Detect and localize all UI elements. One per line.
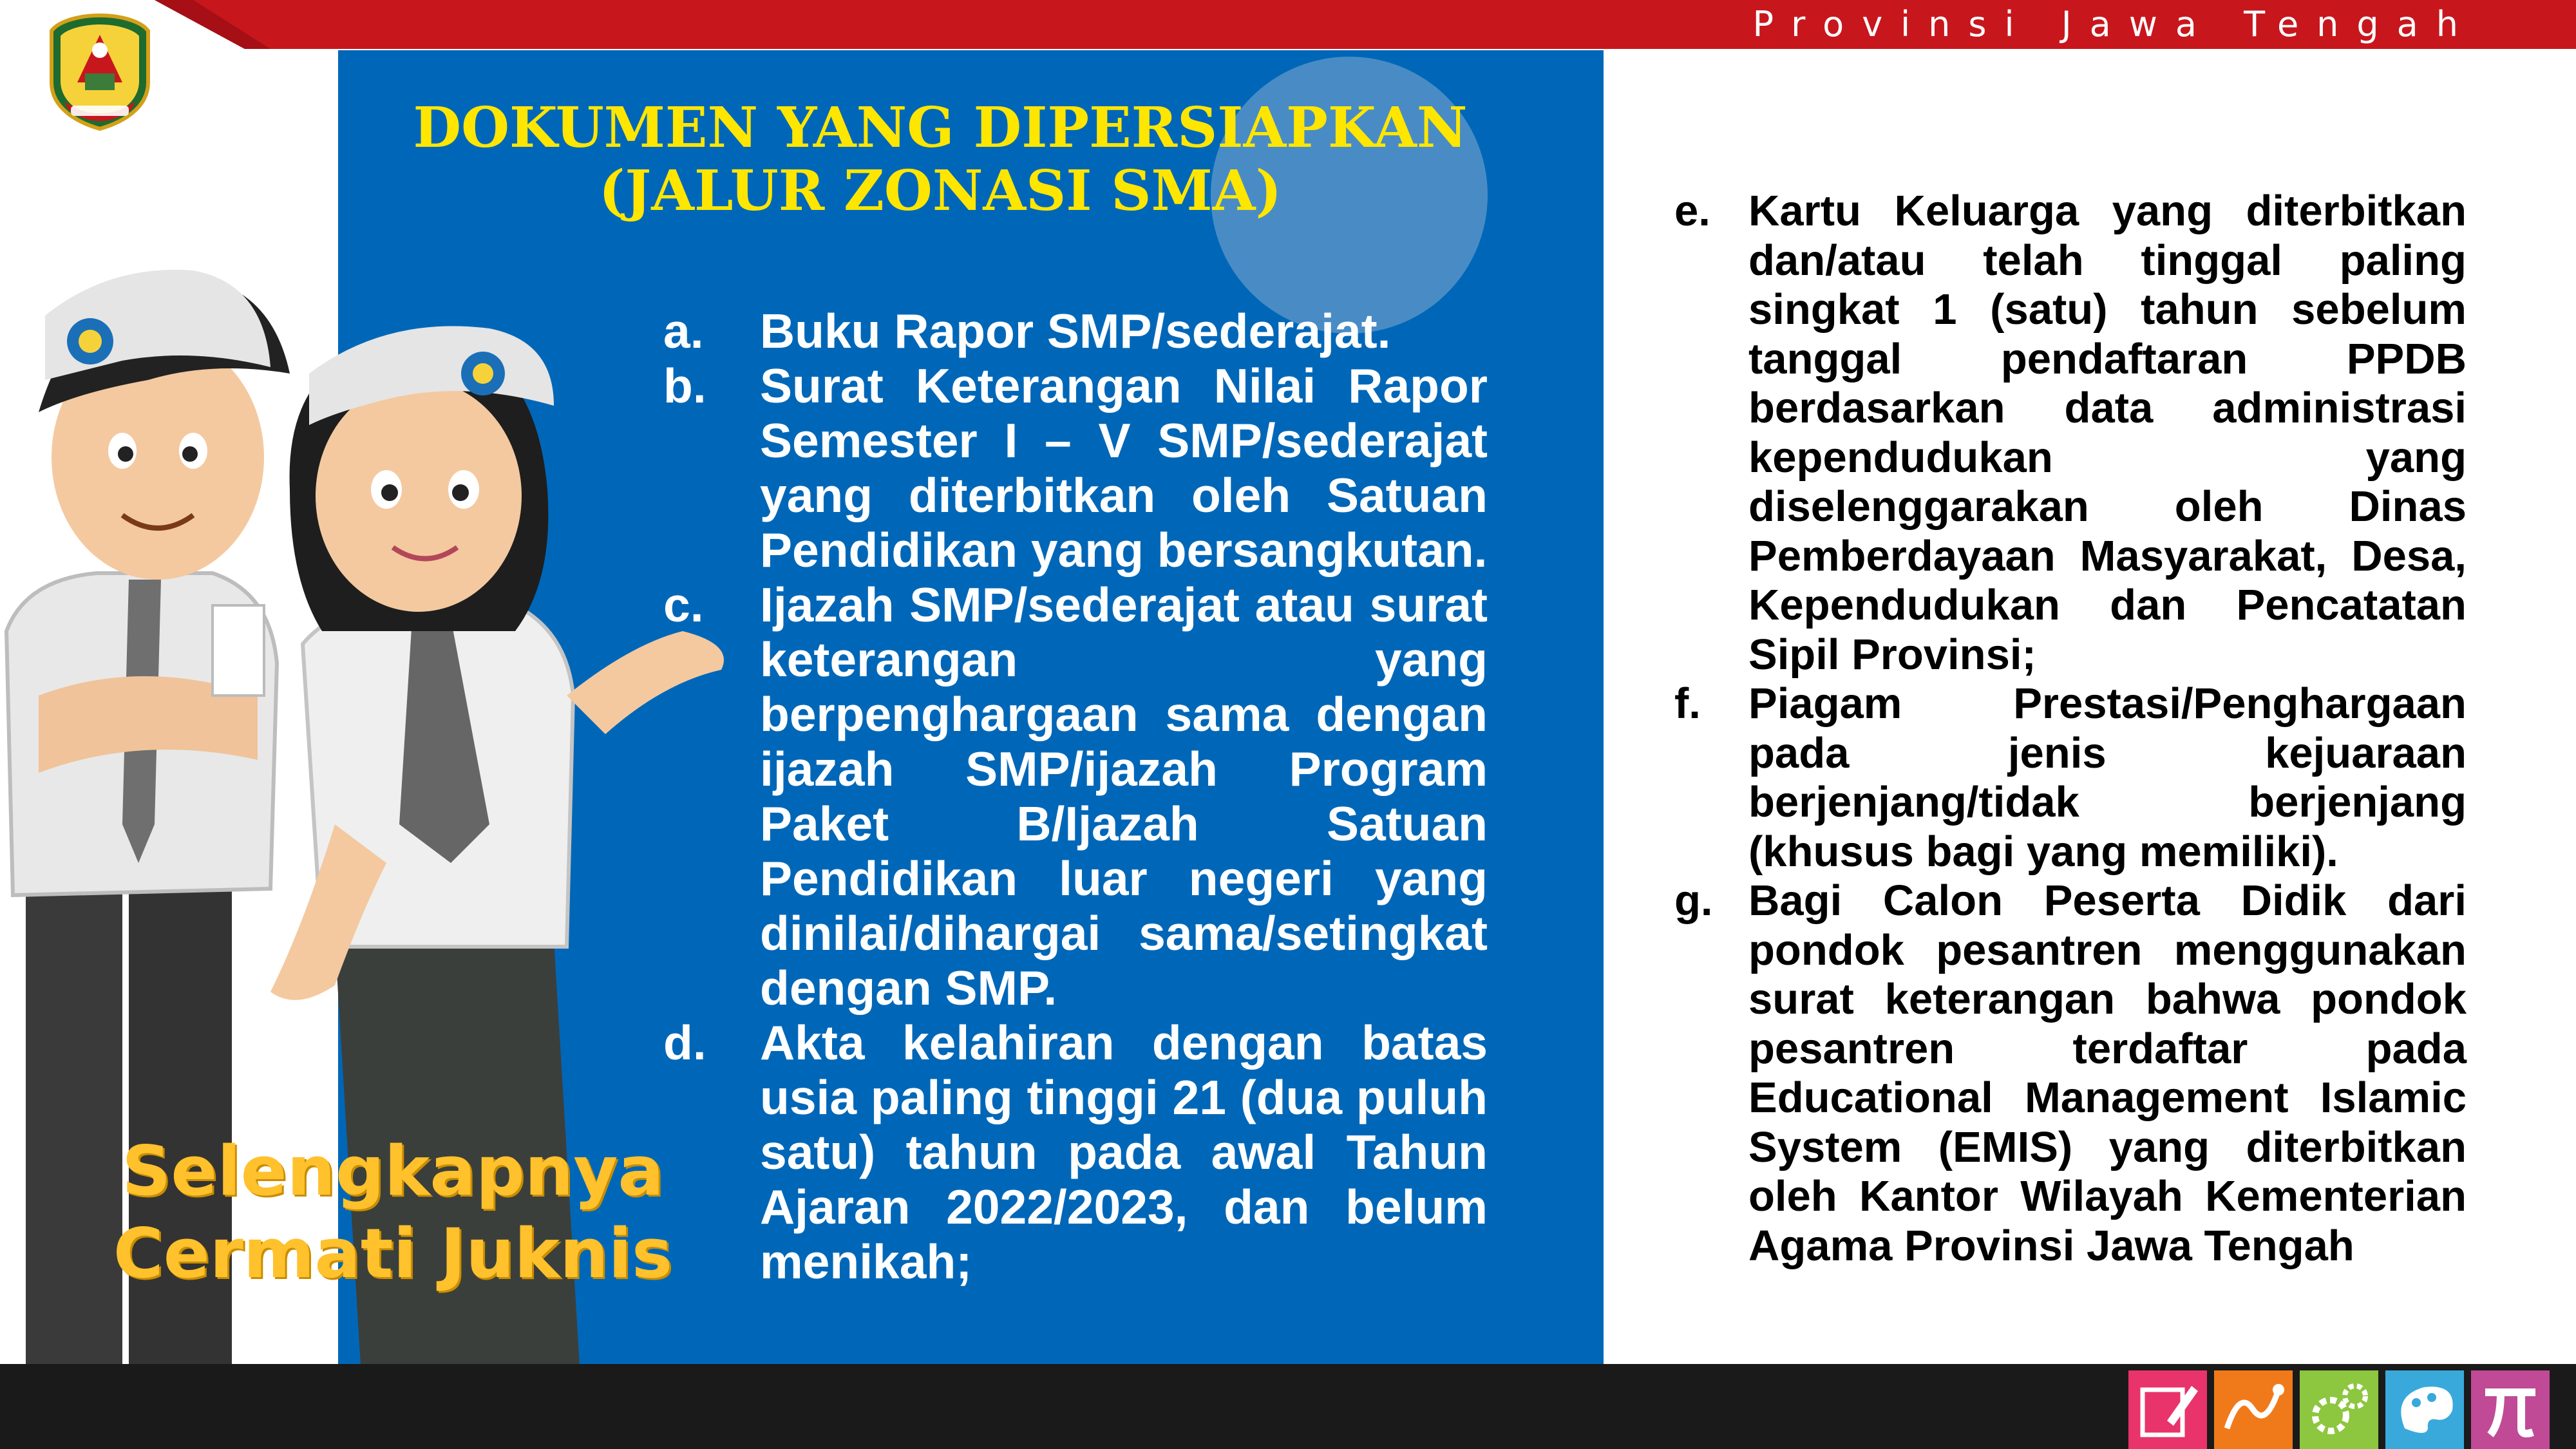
central-java-emblem-icon: [45, 12, 155, 131]
list-item-text: Bagi Calon Peserta Didik dari pondok pesantren menggunakan surat keterangan bahwa pondok pesantren terdaftar pada Educational Management Islamic System (EMIS) yang diterbitkan oleh Kantor Wilayah Kementerian Agama Provinsi Jawa Tengah: [1748, 876, 2467, 1270]
list-item: [663, 304, 1488, 359]
list-marker: e.: [1674, 187, 1710, 235]
science-gears-icon: [2300, 1370, 2378, 1449]
list-item: [663, 359, 1488, 578]
list-item: [663, 1016, 1488, 1289]
list-marker: b.: [663, 359, 706, 413]
list-marker: f.: [1674, 679, 1701, 728]
callout-line-1: Selengkapnya: [122, 1132, 664, 1211]
list-marker: a.: [663, 304, 704, 358]
read-more-callout: [39, 1130, 747, 1295]
callout-line-2: Cermati Juknis: [113, 1214, 673, 1293]
list-item-text: Buku Rapor SMP/sederajat.: [760, 304, 1391, 358]
list-marker: d.: [663, 1016, 706, 1070]
title-line-1: DOKUMEN YANG DIPERSIAPKAN: [413, 95, 1468, 160]
list-item-text: Surat Keterangan Nilai Rapor Semester I – V SMP/sederajat yang diterbitkan oleh Satuan Pendidikan yang bersangkutan.: [760, 359, 1488, 577]
left-document-list: [663, 304, 1488, 1289]
region-label: Provinsi Jawa Tengah: [1752, 4, 2476, 44]
right-document-list: [1674, 187, 2467, 1271]
art-palette-icon: [2385, 1370, 2464, 1449]
math-pi-icon: [2471, 1370, 2550, 1449]
slide-title: [361, 97, 1520, 223]
list-item-text: Akta kelahiran dengan batas usia paling tinggi 21 (dua puluh satu) tahun pada awal Tahun Ajaran 2022/2023, dan belum menikah;: [760, 1016, 1488, 1289]
list-item-text: Ijazah SMP/sederajat atau surat keterangan yang berpenghargaan sama dengan ijazah SMP/ijazah Program Paket B/Ijazah Satuan Pendidikan luar negeri yang dinilai/dihargai sama/setingkat dengan SMP.: [760, 578, 1488, 1015]
list-marker: c.: [663, 578, 704, 632]
list-item: [1674, 876, 2467, 1271]
list-item: [1674, 187, 2467, 679]
list-item-text: Kartu Keluarga yang diterbitkan dan/atau telah tinggal paling singkat 1 (satu) tahun sebelum tanggal pendaftaran PPDB berdasarkan data administrasi kependudukan yang diselenggarakan oleh Dinas Pemberdayaan Masyarakat, Desa, Kependudukan dan Pencatatan Sipil Provinsi;: [1748, 187, 2467, 679]
list-item: [663, 578, 1488, 1016]
list-item: [1674, 679, 2467, 876]
list-marker: g.: [1674, 876, 1713, 925]
geography-icon: [2214, 1370, 2293, 1449]
title-line-2: (JALUR ZONASI SMA): [598, 158, 1282, 223]
art-writing-icon: [2128, 1370, 2207, 1449]
list-item-text: Piagam Prestasi/Penghargaan pada jenis kejuaraan berjenjang/tidak berjenjang (khusus bagi yang memiliki).: [1748, 679, 2467, 876]
